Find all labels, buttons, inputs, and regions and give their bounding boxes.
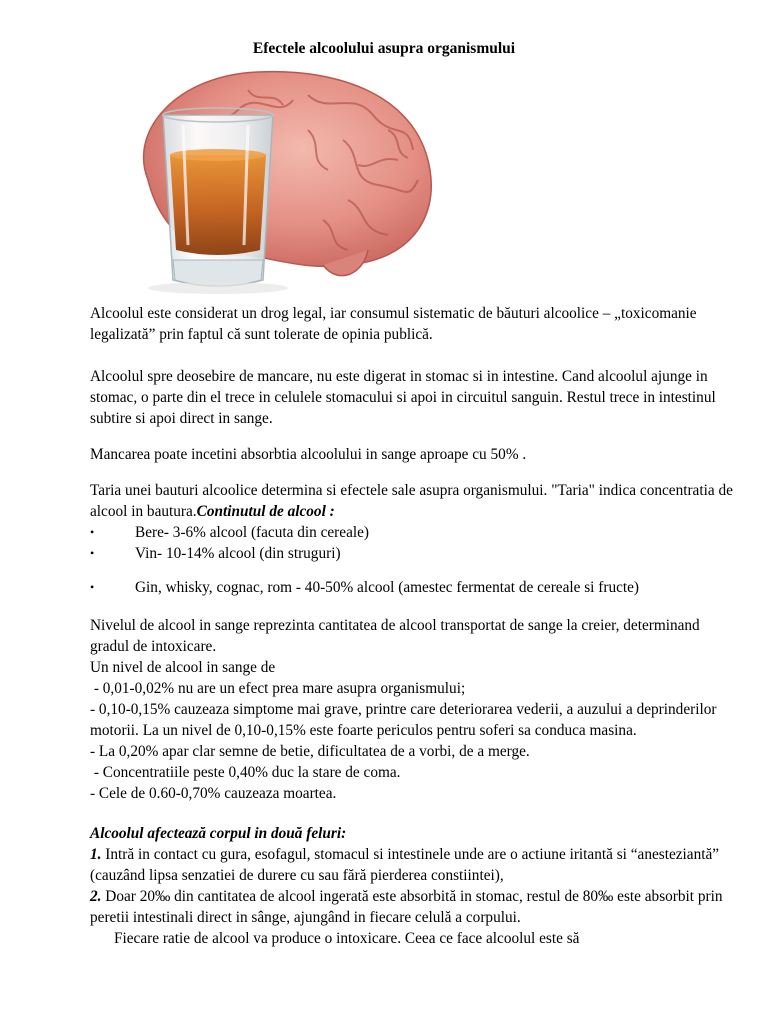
list-item-text: Gin, whisky, cognac, rom - 40-50% alcool (amestec fermentat de cereale si fructe) <box>135 579 640 596</box>
brain-whisky-illustration <box>108 60 448 300</box>
bullet-icon: • <box>90 525 95 539</box>
effects-heading: Alcoolul afectează corpul in două feluri: <box>90 825 347 842</box>
paragraph-intro: Alcoolul este considerat un drog legal, iar consumul sistematic de băuturi alcoolice – „toxicomanie legalizată” prin faptul că sunt tolerate de opinia publică. <box>90 305 697 343</box>
list-item <box>90 543 740 564</box>
paragraph-last-line: Fiecare ratie de alcool va produce o intoxicare. Ceea ce face alcoolul este să <box>114 930 580 947</box>
list-item <box>90 522 740 543</box>
document-title: Efectele alcoolului asupra organismului <box>252 40 516 57</box>
levels-line: Nivelul de alcool in sange reprezinta cantitatea de alcool transportat de sange la creier, determinand gradul de intoxicare. <box>90 617 700 655</box>
effect-item <box>90 844 740 886</box>
document-body <box>90 303 740 949</box>
paragraph-digestion: Alcoolul spre deosebire de mancare, nu este digerat in stomac si in intestine. Cand alcoolul ajunge in stomac, o parte din el trece in celulele stomacului si apoi in circuitul sanguin. Restul trece in intestinul subtire si apoi direct in sange. <box>90 368 716 427</box>
levels-line: - Cele de 0.60-0,70% cauzeaza moartea. <box>90 785 337 802</box>
levels-line: - 0,01-0,02% nu are un efect prea mare asupra organismului; <box>90 680 466 697</box>
alcohol-content-list <box>90 522 740 598</box>
alcohol-content-heading: Continutul de alcool : <box>196 503 335 520</box>
paragraph-strength <box>90 480 740 522</box>
effect-number: 2. <box>90 888 102 905</box>
levels-line: - 0,10-0,15% cauzeaza simptome mai grave, printre care deteriorarea vederii, a auzului a deprinderilor motorii. La un nivel de 0,10-0,15% este foarte periculos pentru soferi sa conduca masina. <box>90 701 717 739</box>
list-item-text: Bere- 3-6% alcool (facuta din cereale) <box>135 524 369 541</box>
levels-line: - La 0,20% apar clar semne de betie, dificultatea de a vorbi, de a merge. <box>90 743 530 760</box>
effect-text: Intră in contact cu gura, esofagul, stomacul si intestinele unde are o actiune iritantă si “anesteziantă” (cauzând lipsa senzatiei de durere cu sau fără pierderea constiintei), <box>90 846 720 884</box>
effect-item <box>90 886 740 928</box>
list-item-text: Vin- 10-14% alcool (din struguri) <box>135 545 341 562</box>
bullet-icon: • <box>90 580 95 594</box>
bullet-icon: • <box>90 546 95 560</box>
strength-text: Taria unei bauturi alcoolice determina si efectele sale asupra organismului. "Taria" indica concentratia de alcool in bautura. <box>90 482 733 520</box>
paragraph-food: Mancarea poate incetini absorbtia alcoolului in sange aproape cu 50% . <box>90 446 527 463</box>
levels-line: Un nivel de alcool in sange de <box>90 659 276 676</box>
blood-alcohol-levels <box>90 615 740 804</box>
levels-line: - Concentratiile peste 0,40% duc la stare de coma. <box>90 764 401 781</box>
list-item <box>90 577 740 598</box>
effect-text: Doar 20‰ din cantitatea de alcool ingerată este absorbită in stomac, restul de 80‰ este absorbit prin peretii intestinali direct in sânge, ajungând in fiecare celulă a corpului. <box>90 888 723 926</box>
effect-number: 1. <box>90 846 102 863</box>
